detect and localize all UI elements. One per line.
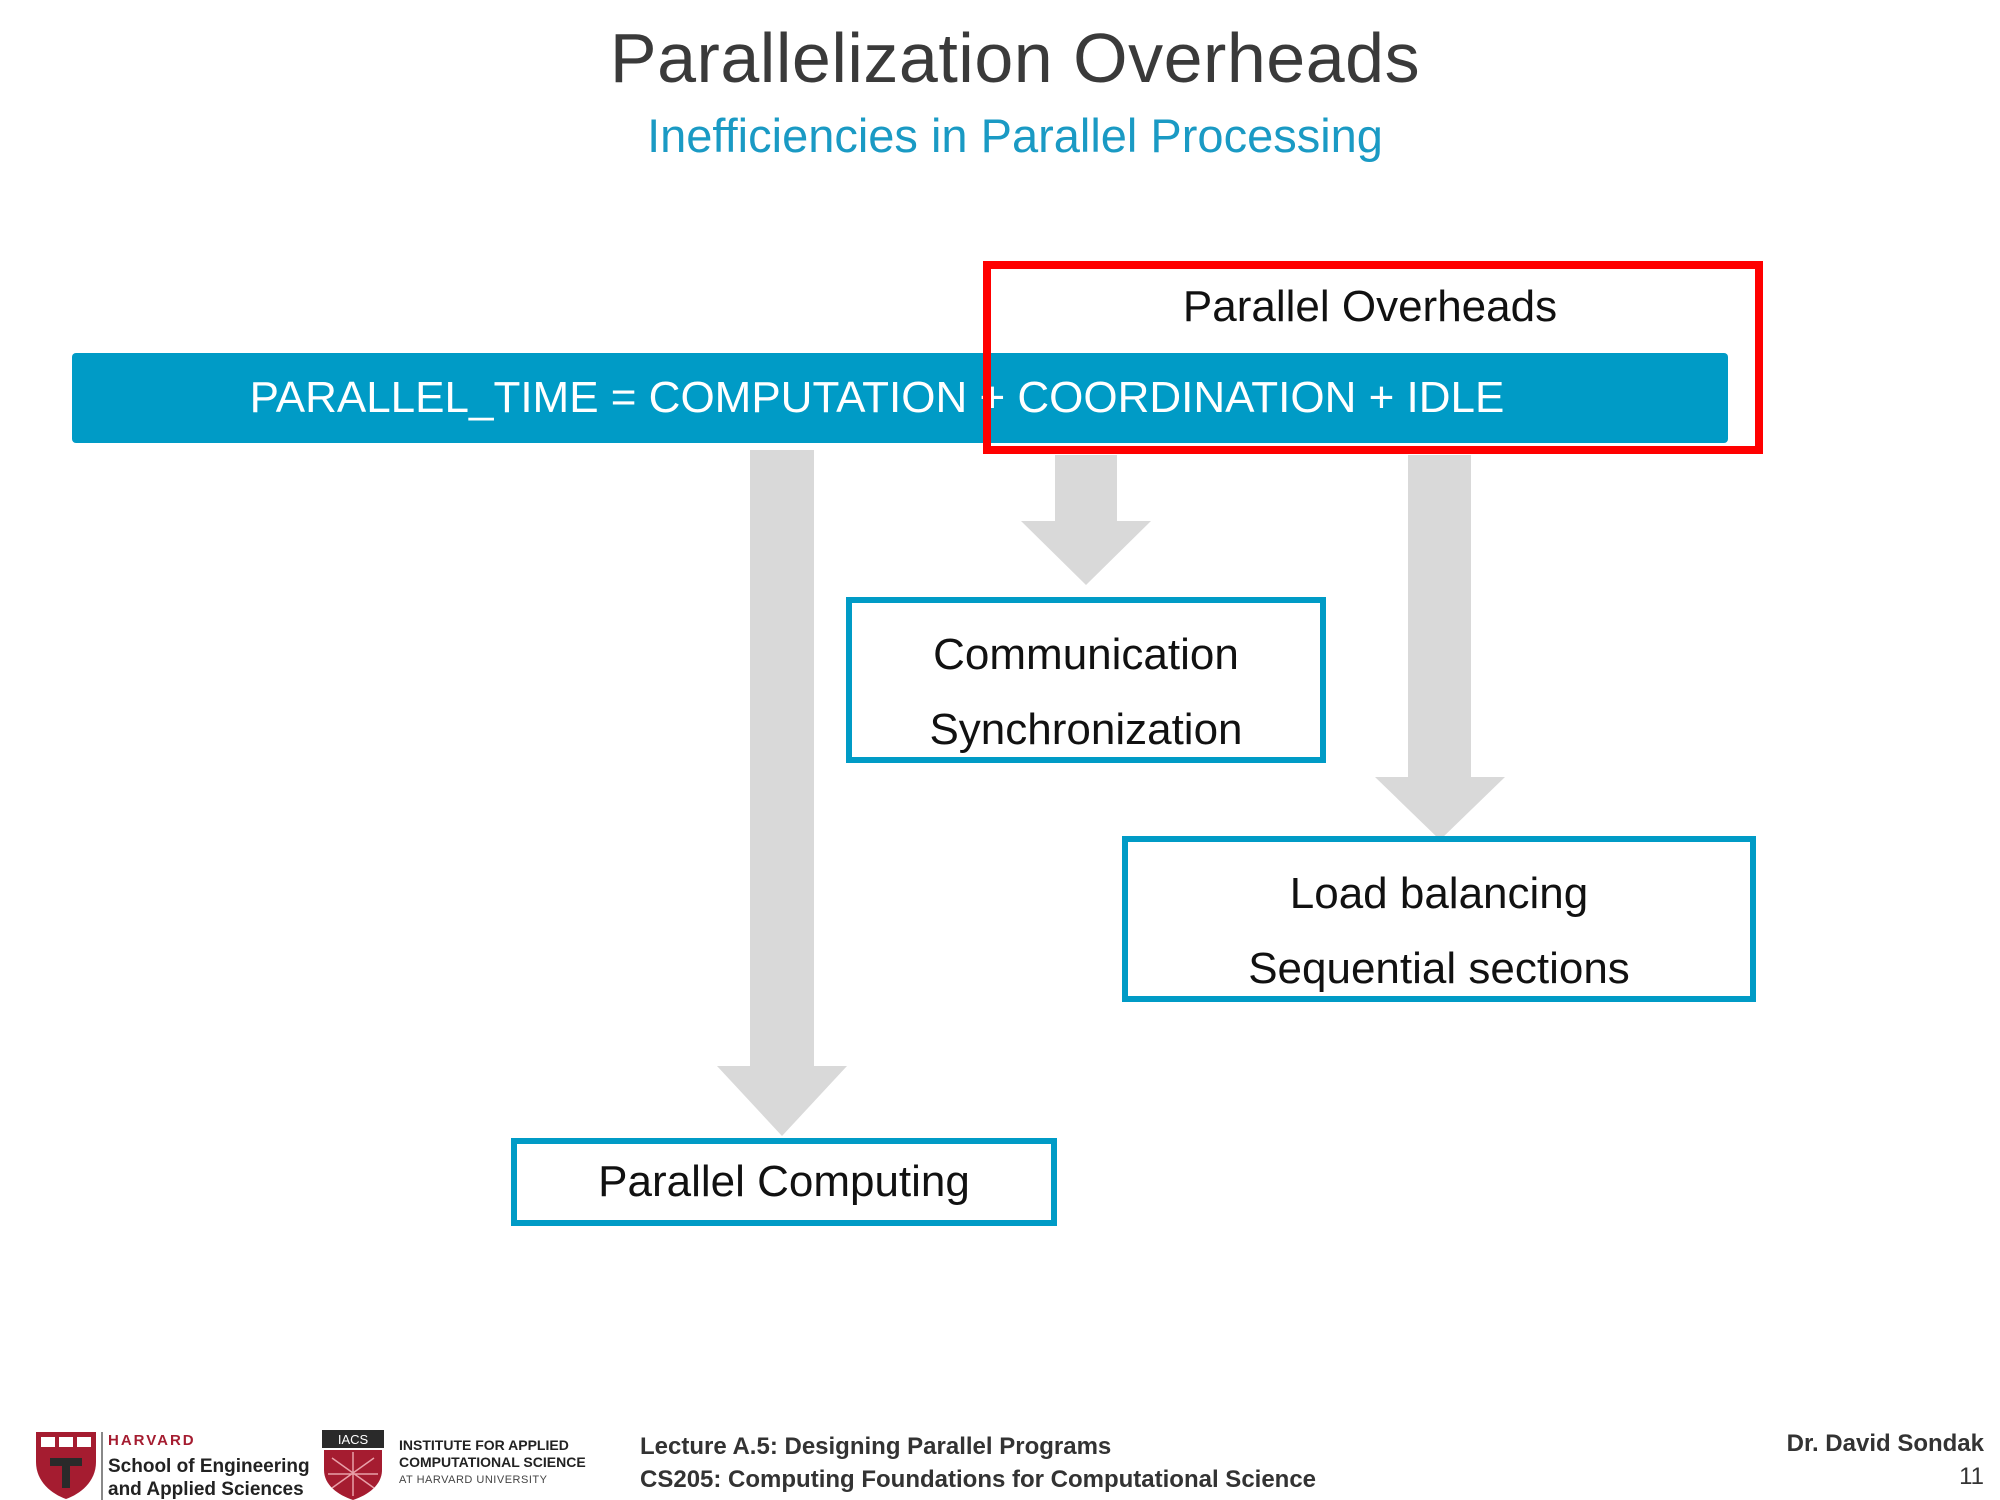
equation-text: PARALLEL_TIME = COMPUTATION + COORDINATION + IDLE [249,373,1505,422]
seas-line-2: and Applied Sciences [108,1479,304,1500]
harvard-wordmark: HARVARD [108,1432,196,1449]
arrow-computation [717,450,847,1136]
iacs-badge-text: IACS [337,1432,369,1447]
arrow-coordination [1021,455,1151,585]
parallel-overheads-label: Parallel Overheads [1182,282,1558,331]
seas-name [108,1455,310,1500]
slide-title: Parallelization Overheads [609,19,1421,97]
iacs-line-3: AT HARVARD UNIVERSITY [399,1474,548,1486]
communication-label: Communication [933,630,1239,679]
slide-subtitle: Inefficiencies in Parallel Processing [647,109,1383,162]
page-number: 11 [1959,1463,1984,1490]
iacs-line-2: COMPUTATIONAL SCIENCE [399,1454,586,1470]
lecture-title: Lecture A.5: Designing Parallel Programs [640,1433,1112,1460]
idle-box [1122,836,1756,1002]
parallel-computing-box [511,1138,1057,1226]
synchronization-label: Synchronization [929,705,1243,754]
footer-divider [101,1432,103,1500]
iacs-name [399,1437,586,1471]
coordination-box [846,597,1326,763]
author-name: Dr. David Sondak [1786,1430,1984,1457]
iacs-line-1: INSTITUTE FOR APPLIED [399,1437,569,1453]
sequential-sections-label: Sequential sections [1248,944,1630,993]
arrow-idle [1375,455,1505,840]
iacs-shield-logo [322,1430,384,1500]
course-title: CS205: Computing Foundations for Computational Science [640,1466,1317,1493]
overheads-highlight-box [983,261,1763,454]
seas-line-1: School of Engineering [108,1456,310,1477]
lecture-info [640,1430,1316,1496]
harvard-shield-logo [30,1428,102,1500]
parallel-computing-label: Parallel Computing [598,1157,970,1206]
load-balancing-label: Load balancing [1289,869,1589,918]
